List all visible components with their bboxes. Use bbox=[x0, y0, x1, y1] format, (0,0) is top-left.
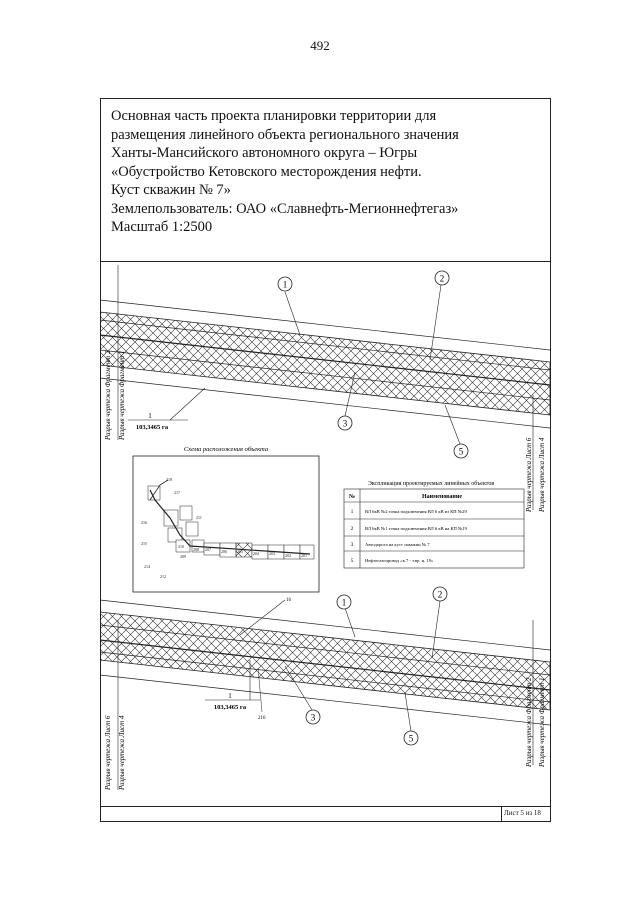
break-label-fragment2-bottom: Разрыв чертежа Фрагмент 2 bbox=[525, 677, 533, 767]
title-line-3: Ханты-Мансийского автономного округа – Югры bbox=[111, 145, 418, 161]
scheme-label-201: 201 bbox=[301, 553, 307, 558]
legend-row-4-num: 5 bbox=[350, 558, 354, 564]
break-label-sheet6-bottom: Разрыв чертежа Лист 6 bbox=[104, 715, 112, 790]
legend-row-1-num: 1 bbox=[350, 509, 354, 515]
lower-area-value: 103,3465 га bbox=[213, 704, 247, 711]
marker-16: 16 bbox=[286, 598, 291, 603]
scheme-label-205: 205 bbox=[237, 549, 243, 554]
scheme-label-206: 206 bbox=[221, 549, 227, 554]
scheme-label-208: 208 bbox=[193, 547, 199, 552]
scheme-label-217: 217 bbox=[174, 490, 180, 495]
scheme-label-203: 203 bbox=[269, 551, 275, 556]
legend-row-4-name: Нефтегазопровод «к.7 - т.вр. н. 19» bbox=[365, 558, 434, 563]
callout-2-upper-label: 2 bbox=[439, 273, 445, 284]
upper-area-value: 103,3465 га bbox=[135, 424, 169, 431]
scheme-label-202: 202 bbox=[285, 553, 291, 558]
location-scheme-frame bbox=[133, 456, 319, 592]
callout-3-lower-label: 3 bbox=[310, 712, 316, 723]
legend-row-3-num: 3 bbox=[350, 542, 354, 548]
title-line-4: «Обустройство Кетовского месторождения нефти. bbox=[111, 163, 422, 180]
scheme-label-209: 209 bbox=[180, 554, 186, 559]
callout-5-lower-label: 5 bbox=[408, 733, 414, 744]
title-line-5: Куст скважин № 7» bbox=[111, 182, 231, 198]
break-label-sheet4-top: Разрыв чертежа Лист 4 bbox=[538, 437, 546, 512]
lower-corridor bbox=[100, 612, 550, 710]
legend-row-2-name: ВЛ 6кВ №1 точка подключения ВЛ 6 кВ на КП №19 bbox=[365, 526, 467, 531]
land-user-line: Землепользователь: ОАО «Славнефть-Мегионнефтегаз» bbox=[111, 200, 459, 217]
legend-header-name: Наименование bbox=[422, 494, 462, 500]
scheme-label-211: 211 bbox=[196, 515, 202, 520]
scheme-label-216: 216 bbox=[141, 520, 147, 525]
scheme-label-210: 210 bbox=[178, 544, 184, 549]
legend-row-2-num: 2 bbox=[350, 526, 354, 532]
break-label-fragment1-top: Разрыв чертежа Фрагмент 1 bbox=[118, 350, 126, 440]
break-label-fragment1-bottom: Разрыв чертежа Фрагмент 1 bbox=[538, 677, 546, 767]
callout-2-lower-label: 2 bbox=[437, 589, 443, 600]
sheet-number: Лист 5 из 18 bbox=[504, 809, 541, 817]
lower-plot-number: 1 bbox=[228, 692, 232, 700]
callout-1-lower-label: 1 bbox=[341, 597, 347, 608]
legend-title: Экспликация проектируемых линейных объектов bbox=[367, 481, 495, 487]
callout-3-upper-label: 3 bbox=[342, 418, 348, 429]
scheme-label-204: 204 bbox=[253, 551, 259, 556]
legend-header-num: № bbox=[348, 494, 356, 500]
callout-5-upper-label: 5 bbox=[458, 446, 464, 457]
scheme-label-212: 212 bbox=[160, 574, 166, 579]
legend-row-1-name: ВЛ 6кВ №2 точка подключения ВЛ 6 кВ из КП №29 bbox=[365, 509, 467, 514]
break-label-sheet6-top: Разрыв чертежа Лист 6 bbox=[525, 437, 533, 512]
scheme-label-207: 207 bbox=[205, 547, 211, 552]
break-label-sheet4-bottom: Разрыв чертежа Лист 4 bbox=[118, 715, 126, 790]
upper-plot-number: 1 bbox=[148, 412, 152, 420]
legend-row-3-name: Автодорога на куст скважин № 7 bbox=[365, 542, 430, 547]
title-line-1: Основная часть проекта планировки территории для bbox=[111, 108, 437, 124]
title-line-2: размещения линейного объекта регионального значения bbox=[111, 126, 459, 143]
scale-line: Масштаб 1:2500 bbox=[111, 219, 213, 235]
scheme-label-215: 215 bbox=[141, 541, 147, 546]
location-scheme-title: Схема расположения объекта bbox=[183, 446, 269, 453]
break-label-fragment2-top: Разрыв чертежа Фрагмент 2 bbox=[104, 350, 112, 440]
marker-216: 216 bbox=[258, 716, 266, 721]
scheme-label-218: 218 bbox=[166, 477, 172, 482]
scheme-label-214: 214 bbox=[144, 564, 150, 569]
page-number: 492 bbox=[310, 38, 330, 53]
callout-1-upper-label: 1 bbox=[282, 279, 288, 290]
